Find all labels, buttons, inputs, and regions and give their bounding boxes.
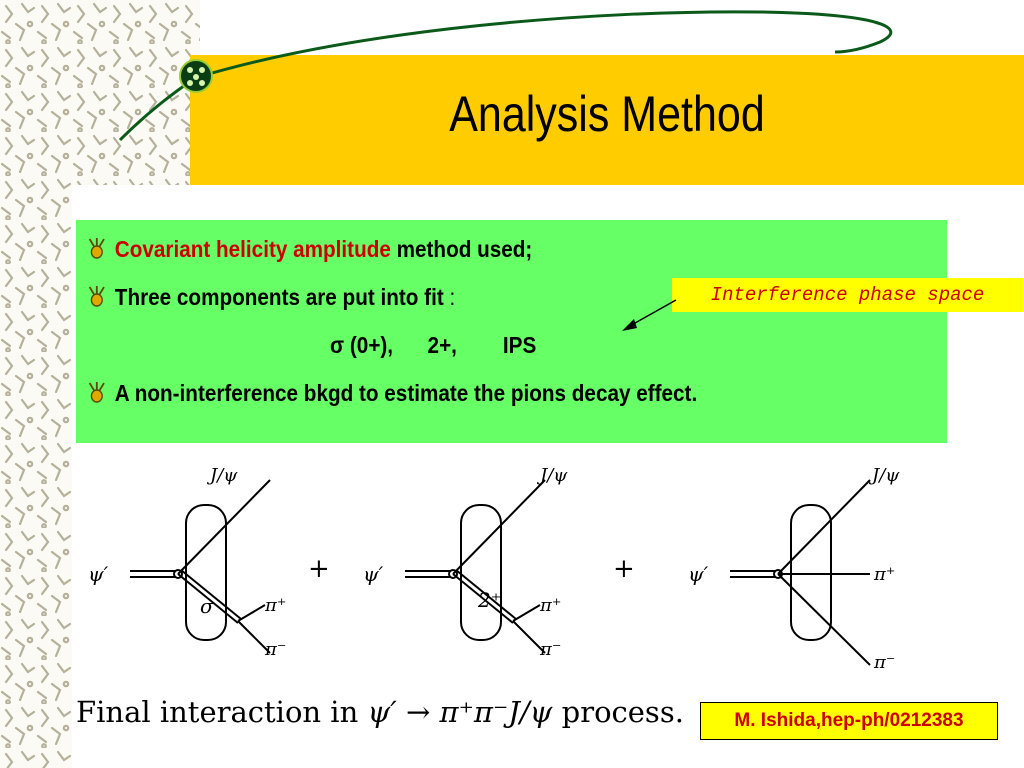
bullet-3-text: A non-interference bkgd to estimate the pions decay effect. (114, 380, 698, 406)
slide-title: Analysis Method (449, 86, 765, 142)
bullet-2 (86, 284, 455, 311)
pi-minus-label: π⁻ (265, 639, 287, 660)
pi-plus-label: π⁺ (265, 595, 287, 616)
bullet-3 (86, 380, 697, 407)
pi-minus-label: π⁻ (874, 652, 896, 673)
pi-minus-label: π⁻ (540, 639, 562, 660)
jpsi-label: J/ψ (210, 465, 238, 486)
caption-math: ψ′ → π⁺π⁻J/ψ (367, 695, 553, 729)
reference-box: M. Ishida,hep-ph/0212383 (700, 702, 998, 740)
bullet-1 (86, 236, 532, 263)
bullet-star-icon (86, 380, 108, 404)
bullet-2-text: Three components are put into fit (114, 284, 444, 310)
caption-suffix: process. (552, 695, 684, 729)
bullet-1-text: method used; (390, 236, 533, 262)
two-plus-label: 2⁺ (478, 588, 502, 612)
psi-prime-label: ψ′ (88, 562, 109, 586)
psi-prime-label: ψ′ (688, 562, 709, 586)
jpsi-label: J/ψ (872, 465, 900, 486)
pi-plus-label: π⁺ (874, 564, 896, 585)
molecular-pattern-corner (0, 0, 200, 185)
sigma-label: σ (200, 594, 214, 618)
bullet-star-icon (86, 284, 108, 308)
decay-diagrams (60, 455, 940, 685)
psi-prime-label: ψ′ (363, 562, 384, 586)
bullet-2-colon: : (443, 284, 456, 310)
bullet-star-icon (86, 236, 108, 260)
ips-callout: Interference phase space (672, 278, 1023, 312)
caption-prefix: Final interaction in (76, 695, 368, 729)
bullet-1-highlight: Covariant helicity amplitude (114, 236, 391, 262)
plus-sign: + (308, 554, 330, 584)
bullet-box (76, 220, 947, 443)
components-line: σ (0+), 2+, IPS (330, 332, 537, 358)
plus-sign: + (613, 554, 635, 584)
jpsi-label: J/ψ (540, 465, 568, 486)
figure-caption (76, 695, 684, 729)
pi-plus-label: π⁺ (540, 595, 562, 616)
